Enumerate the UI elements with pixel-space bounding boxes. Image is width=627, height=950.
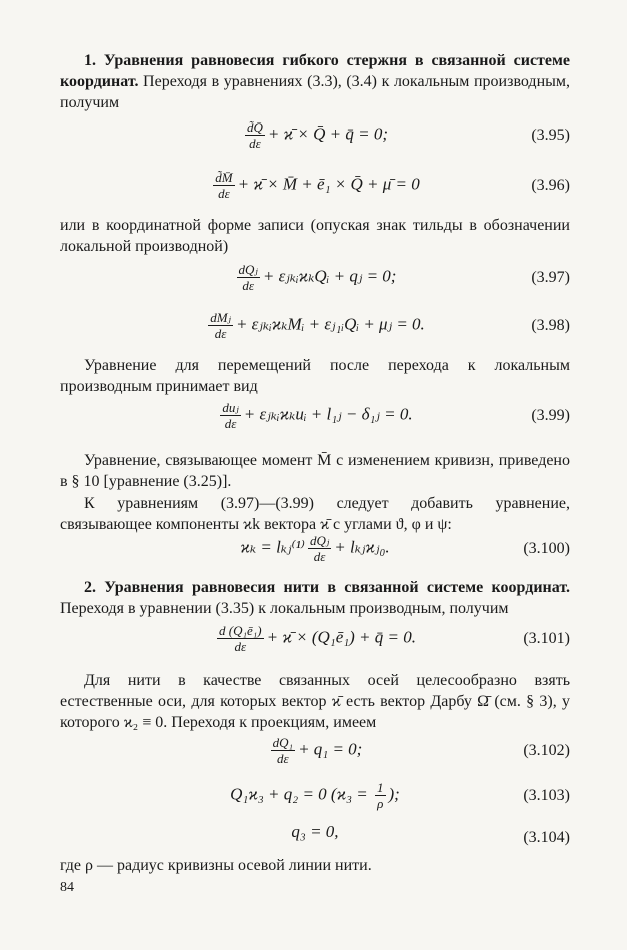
page-number: 84 (60, 880, 74, 895)
equation-number: (3.98) (531, 317, 570, 334)
moment-paragraph: Уравнение, связывающее момент M̄ с изменением кривизн, приведено в § 10 [уравнение (3.25)]. (60, 452, 570, 490)
eq-body: + q₁ = 0; (298, 739, 363, 759)
displacement-paragraph: Уравнение для перемещений после перехода к локальным производным принимает вид (60, 357, 570, 395)
coord-form-paragraph: или в координатной форме записи (опуская знак тильды в обозначении локальной производной) (60, 217, 570, 255)
equation-3-102 (60, 735, 570, 767)
equation-number: (3.95) (531, 127, 570, 144)
eq-numerator: dQⱼ (309, 533, 330, 548)
equation-number: (3.104) (523, 829, 570, 846)
equation-3-96 (60, 170, 570, 202)
equation-number: (3.96) (531, 177, 570, 194)
eq-denominator: dε (313, 549, 326, 564)
eq-denominator: dε (218, 186, 230, 201)
equation-3-100 (60, 533, 570, 565)
equation-3-104 (60, 822, 570, 854)
section-2-paragraph (60, 577, 570, 619)
equation-3-103 (60, 780, 570, 812)
section-1-paragraph (60, 50, 570, 113)
eq-denominator: ρ (377, 796, 384, 811)
eq-body: + εⱼₖᵢϰₖMᵢ + εⱼ₁ᵢQᵢ + μⱼ = 0. (235, 314, 425, 334)
eq-numerator: d̃Q̄ (246, 120, 263, 135)
eq-body: + εⱼₖᵢϰₖuᵢ + l₁ⱼ − δ₁ⱼ = 0. (243, 404, 413, 424)
eq-numerator: 1 (377, 780, 384, 795)
eq-numerator: duⱼ (222, 400, 239, 415)
eq-body: q₃ = 0, (291, 822, 339, 841)
equation-number: (3.100) (523, 540, 570, 557)
eq-denominator: dε (277, 751, 289, 766)
eq-denominator: dε (224, 416, 237, 431)
eq-body: + εⱼₖᵢϰₖQᵢ + qⱼ = 0; (262, 266, 397, 286)
eq-prefix: ϰₖ = lₖⱼ⁽¹⁾ (240, 537, 305, 557)
eq-denominator: dε (242, 278, 254, 293)
eq-body: + ϰ̄ × Q̄ + q̄ = 0; (267, 124, 389, 144)
equation-3-99 (60, 400, 570, 432)
equation-3-97 (60, 262, 570, 294)
eq-body: + ϰ̄ × M̄ + ē₁ × Q̄ + μ̄ = 0 (237, 174, 420, 194)
equation-3-98 (60, 310, 570, 342)
equation-3-95 (60, 120, 570, 152)
eq-numerator: d̃M̄ (215, 170, 233, 185)
eq-denominator: dε (234, 639, 247, 654)
equation-number: (3.101) (523, 630, 570, 647)
eq-denominator: dε (249, 136, 261, 151)
eq-prefix: Q₁ϰ₃ + q₂ = 0 (ϰ₃ = (230, 784, 373, 804)
final-paragraph: где ρ — радиус кривизны осевой линии нити. (60, 857, 372, 874)
equation-number: (3.102) (523, 742, 570, 759)
add-equation-paragraph: К уравнениям (3.97)—(3.99) следует добавить уравнение, связывающее компоненты ϰk вектора ϰ̄ с углами ϑ, φ и ψ: (60, 495, 570, 533)
section-2-title: 2. Уравнения равновесия нити в связанной системе координат. (84, 579, 570, 596)
eq-numerator: dMⱼ (210, 310, 231, 325)
equation-number: (3.97) (531, 269, 570, 286)
eq-body: + ϰ̄ × (Q₁ē₁) + q̄ = 0. (266, 627, 416, 647)
eq-body: + lₖⱼϰⱼ₀. (334, 537, 390, 557)
eq-numerator: dQ₁ (272, 735, 294, 750)
section-2-text: Переходя в уравнении (3.35) к локальным производным, получим (60, 600, 509, 617)
eq-numerator: d (Q₁ē₁) (218, 623, 262, 638)
eq-denominator: dε (214, 326, 227, 341)
equation-number: (3.99) (531, 407, 570, 424)
equation-3-101 (60, 623, 570, 655)
section-1-text: Переходя в уравнениях (3.3), (3.4) к локальным производным, получим (60, 73, 570, 111)
eq-body: ); (388, 784, 400, 804)
thread-axes-paragraph: Для нити в качестве связанных осей целесообразно взять естественные оси, для которых вектор ϰ̄ есть вектор Дарбу Ω̄ (см. § 3), у которого ϰ₂ ≡ 0. Переходя к проекциям, имеем (60, 672, 570, 731)
equation-number: (3.103) (523, 787, 570, 804)
eq-numerator: dQⱼ (238, 262, 258, 277)
section-1-title: 1. Уравнения равновесия гибкого стержня в связанной системе координат. (60, 52, 570, 90)
